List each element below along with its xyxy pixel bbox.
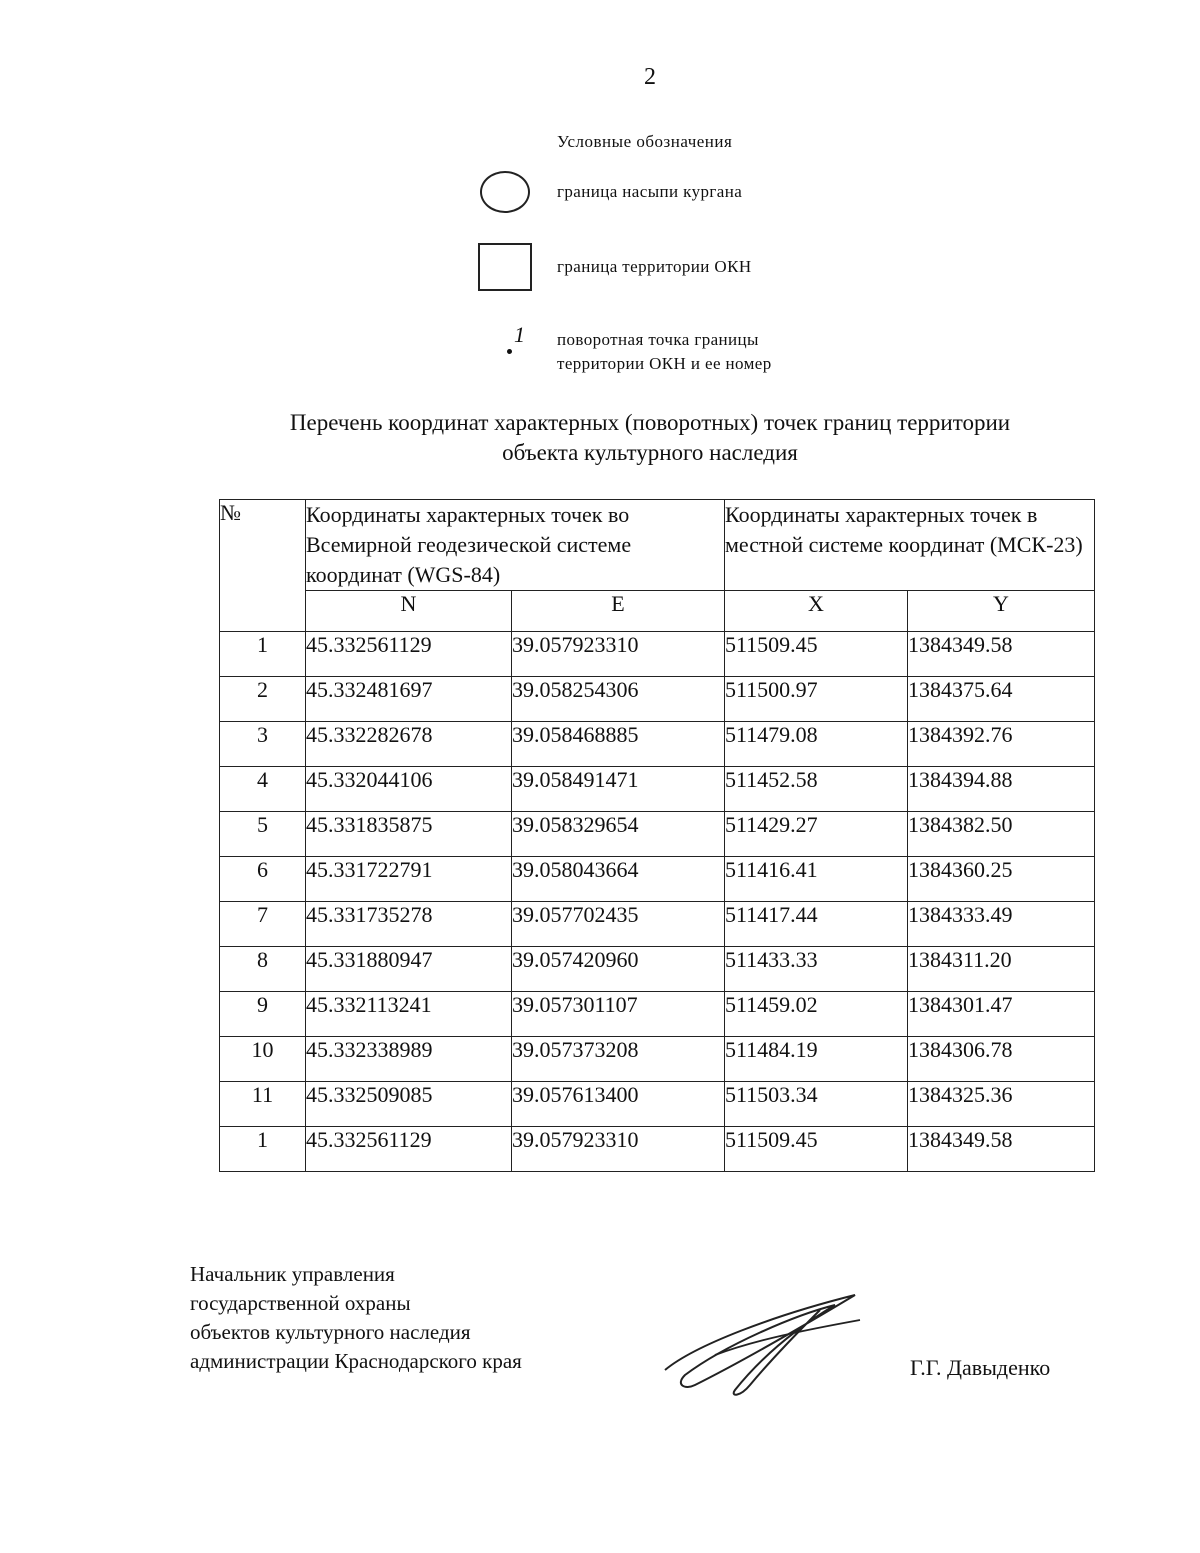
cell-x: 511509.45 xyxy=(725,632,908,677)
mound-boundary-symbol xyxy=(480,171,530,213)
cell-x: 511433.33 xyxy=(725,947,908,992)
cell-number: 3 xyxy=(220,722,306,767)
position-line1: Начальник управления xyxy=(190,1262,395,1286)
cell-y: 1384325.36 xyxy=(908,1082,1095,1127)
cell-n: 45.332044106 xyxy=(306,767,512,812)
table-row xyxy=(220,812,1095,857)
cell-x: 511416.41 xyxy=(725,857,908,902)
cell-n: 45.331835875 xyxy=(306,812,512,857)
table-row xyxy=(220,677,1095,722)
turning-point-dot xyxy=(507,349,512,354)
cell-y: 1384333.49 xyxy=(908,902,1095,947)
table-row xyxy=(220,992,1095,1037)
cell-n: 45.332282678 xyxy=(306,722,512,767)
cell-e: 39.058491471 xyxy=(512,767,725,812)
legend-turning-point-line2: территории ОКН и ее номер xyxy=(557,354,772,373)
cell-number: 5 xyxy=(220,812,306,857)
cell-number: 6 xyxy=(220,857,306,902)
cell-number: 1 xyxy=(220,1127,306,1172)
legend-mound-boundary-label: граница насыпи кургана xyxy=(557,182,743,201)
legend-title: Условные обозначения xyxy=(557,132,733,151)
cell-number: 2 xyxy=(220,677,306,722)
table-row xyxy=(220,947,1095,992)
header-number: № xyxy=(220,500,306,632)
cell-e: 39.058254306 xyxy=(512,677,725,722)
table-row xyxy=(220,767,1095,812)
table-row xyxy=(220,722,1095,767)
cell-y: 1384375.64 xyxy=(908,677,1095,722)
header-e: E xyxy=(512,591,725,632)
cell-x: 511509.45 xyxy=(725,1127,908,1172)
cell-y: 1384360.25 xyxy=(908,857,1095,902)
cell-n: 45.331880947 xyxy=(306,947,512,992)
coordinates-table-body xyxy=(220,632,1095,1172)
cell-number: 8 xyxy=(220,947,306,992)
cell-number: 1 xyxy=(220,632,306,677)
cell-n: 45.331735278 xyxy=(306,902,512,947)
cell-e: 39.057923310 xyxy=(512,632,725,677)
cell-y: 1384392.76 xyxy=(908,722,1095,767)
territory-boundary-symbol xyxy=(478,243,532,291)
cell-e: 39.057613400 xyxy=(512,1082,725,1127)
table-row xyxy=(220,632,1095,677)
signatory-position xyxy=(190,1260,522,1376)
list-title-line2: объекта культурного наследия xyxy=(502,440,798,465)
cell-number: 11 xyxy=(220,1082,306,1127)
header-wgs-84: Координаты характерных точек во Всемирной геодезической системе координат (WGS-84) xyxy=(306,500,725,591)
cell-number: 4 xyxy=(220,767,306,812)
cell-x: 511452.58 xyxy=(725,767,908,812)
page-number: 2 xyxy=(644,64,656,90)
cell-y: 1384382.50 xyxy=(908,812,1095,857)
cell-x: 511459.02 xyxy=(725,992,908,1037)
cell-n: 45.332338989 xyxy=(306,1037,512,1082)
table-row xyxy=(220,902,1095,947)
cell-e: 39.058329654 xyxy=(512,812,725,857)
table-row xyxy=(220,1127,1095,1172)
position-line2: государственной охраны xyxy=(190,1291,411,1315)
cell-number: 7 xyxy=(220,902,306,947)
table-row xyxy=(220,1037,1095,1082)
cell-n: 45.331722791 xyxy=(306,857,512,902)
legend-turning-point-label xyxy=(557,328,772,376)
cell-number: 10 xyxy=(220,1037,306,1082)
legend-turning-point-line1: поворотная точка границы xyxy=(557,330,759,349)
cell-n: 45.332561129 xyxy=(306,1127,512,1172)
signatory-name: Г.Г. Давыденко xyxy=(910,1355,1051,1380)
cell-x: 511429.27 xyxy=(725,812,908,857)
header-x: X xyxy=(725,591,908,632)
cell-x: 511500.97 xyxy=(725,677,908,722)
cell-number: 9 xyxy=(220,992,306,1037)
cell-x: 511417.44 xyxy=(725,902,908,947)
cell-x: 511479.08 xyxy=(725,722,908,767)
legend-territory-boundary-label: граница территории ОКН xyxy=(557,257,752,276)
turning-point-number: 1 xyxy=(514,322,525,347)
cell-y: 1384349.58 xyxy=(908,1127,1095,1172)
cell-e: 39.057301107 xyxy=(512,992,725,1037)
cell-e: 39.058043664 xyxy=(512,857,725,902)
cell-e: 39.057702435 xyxy=(512,902,725,947)
cell-y: 1384311.20 xyxy=(908,947,1095,992)
cell-n: 45.332481697 xyxy=(306,677,512,722)
table-row xyxy=(220,857,1095,902)
cell-x: 511484.19 xyxy=(725,1037,908,1082)
cell-y: 1384306.78 xyxy=(908,1037,1095,1082)
cell-y: 1384349.58 xyxy=(908,632,1095,677)
cell-n: 45.332509085 xyxy=(306,1082,512,1127)
cell-e: 39.057420960 xyxy=(512,947,725,992)
cell-e: 39.057373208 xyxy=(512,1037,725,1082)
table-row xyxy=(220,1082,1095,1127)
cell-y: 1384394.88 xyxy=(908,767,1095,812)
cell-y: 1384301.47 xyxy=(908,992,1095,1037)
cell-x: 511503.34 xyxy=(725,1082,908,1127)
coordinates-list-title xyxy=(150,408,1150,468)
header-n: N xyxy=(306,591,512,632)
coordinates-table xyxy=(219,499,1095,1172)
cell-e: 39.057923310 xyxy=(512,1127,725,1172)
list-title-line1: Перечень координат характерных (поворотных) точек границ территории xyxy=(289,410,1011,435)
position-line3: объектов культурного наследия xyxy=(190,1320,471,1344)
cell-e: 39.058468885 xyxy=(512,722,725,767)
position-line4: администрации Краснодарского края xyxy=(190,1349,522,1373)
handwritten-signature xyxy=(655,1285,875,1405)
cell-n: 45.332561129 xyxy=(306,632,512,677)
cell-n: 45.332113241 xyxy=(306,992,512,1037)
header-y: Y xyxy=(908,591,1095,632)
header-msk-23: Координаты характерных точек в местной системе координат (МСК-23) xyxy=(725,500,1095,591)
turning-point-symbol xyxy=(505,322,545,362)
